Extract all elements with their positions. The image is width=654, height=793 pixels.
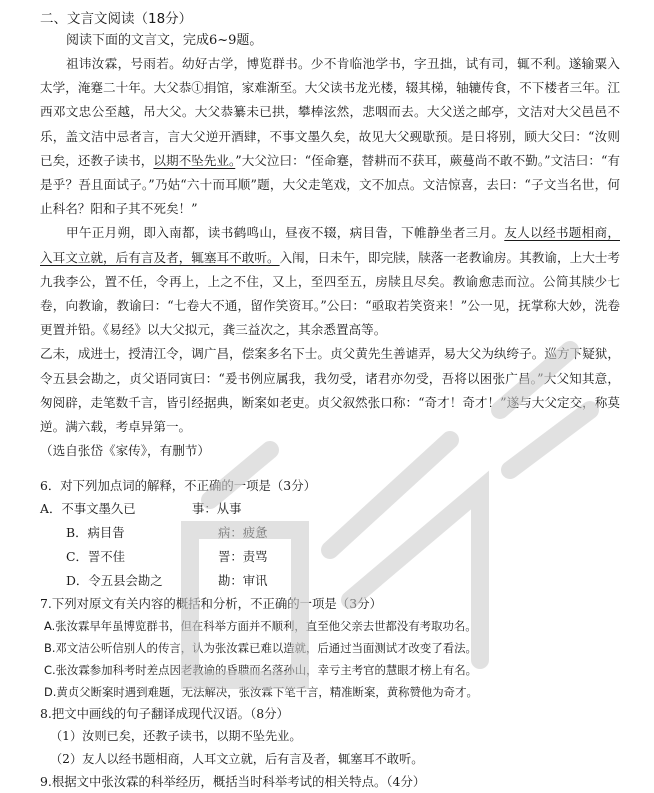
question-7: [40, 593, 620, 703]
question-8-item-1: （1）汝则已矣，还教子读书，以期不坠先业。: [50, 729, 302, 744]
passage-paragraph-1: [40, 52, 620, 221]
option-gloss: 病：疲惫: [218, 525, 268, 541]
passage-p1-tail: ”大父泣曰：“侄命蹇，替耕而不获耳，蕨蔓尚不敢不勤。”文洁曰：“有是乎？吾且面试子。”乃姑“六十而耳顺”题，大父走笔戏，文不加点。文洁惊喜，去曰：“子文当名世，何止科名？阳和子其不死矣！”: [40, 152, 620, 217]
option-text: A．不事文墨久已: [40, 501, 136, 517]
passage-p2-text: 甲午正月朔，即入南都，读书鹤鸣山，昼夜不辍，病目眚，下帷静坐者三月。: [66, 225, 505, 241]
option-text: D．令五县会勘之: [66, 573, 163, 589]
underlined-sentence-1: 以期不坠先业。: [153, 152, 236, 168]
section-intro: 阅读下面的文言文，完成6~9题。: [66, 33, 263, 48]
question-6-option-c: [40, 545, 620, 569]
question-6-option-b: [40, 521, 620, 545]
passage-p1-text: 祖讳汝霖，号雨若。幼好古学，博览群书。少不肯临池学书，字丑拙，试有司，辄不利。遂输粟入太学，淹蹇二十年。大父恭①捐馆，家难渐至。大父读书龙光楼，辍其梯，轴辘传食，不下楼者三年。江西邓文忠公至越，吊大父。大父恭纂未已拱，攀棒泫然，悲咽而去。大父送之邮亭，文洁对大父邑邑不乐，盖文洁中忌者言，言大父逆开酒肆，不事文墨久矣，故见大父觋歇预。是日将别，顾大父曰：“汝则已矣，还教子读书，: [40, 56, 620, 168]
question-8-stem: 8.把文中画线的句子翻译成现代汉语。（8分）: [40, 706, 289, 722]
question-6: [40, 475, 620, 593]
passage-p2-tail: 入闱，日未午，即完牍，牍落一老教谕房。其教谕，上大士考九我李公，置不任，令再上，上之不住，又上，至四至五，房牍且尽矣。教谕愈恚而泣。公简其牍少七卷，向教谕，教谕曰：“七卷大不通，留作笑资耳。”公曰：“亟取若笑资来！”公一见，抚掌称大妙，洗卷更置并铅。《易经》以大父拟元，龚三益次之，其余悉置高等。: [40, 249, 621, 338]
question-6-stem: 6．对下列加点词的解释，不正确的一项是（3分）: [40, 478, 316, 494]
passage-paragraph-3: 乙未，成进士，授清江令，调广昌，偿案多名下士。贞父黄先生善谑弄，易大父为纨绔子。巡方下疑狱，令五县会勘之，贞父语同寅曰：“爰书例应属我，我勿受，诸君亦勿受，吾将以困张广昌。”大父知其意，匆阅辟，走笔数千言，皆引经据典，断案如老吏。贞父叙然张口称：“奇才！奇才！”遂与大父定交，称莫逆。满六载，考卓异第一。: [40, 346, 620, 435]
underlined-sentence-2: 友人以经书题相商，入耳文立就，后有言及者，辄塞耳不敢听。: [40, 225, 620, 265]
section-heading: 二、文言文阅读（18分）: [40, 11, 193, 27]
question-7-option-c: C.张汝霖参加科考时差点因老教谕的昏聩而名落孙山，幸亏主考官的慧眼才榜上有名。: [44, 663, 478, 678]
passage-paragraph-2: [40, 221, 620, 342]
question-9-stem: 9.根据文中张汝霖的科举经历，概括当时科举考试的相关特点。（4分）: [40, 774, 426, 790]
option-gloss: 勘：审讯: [218, 573, 268, 589]
option-gloss: 詈：责骂: [218, 549, 268, 565]
option-text: B．病目眚: [66, 525, 125, 541]
question-7-stem: 7.下列对原文有关内容的概括和分析，不正确的一项是（3分）: [40, 596, 382, 612]
question-8: [40, 703, 620, 771]
option-gloss: 事：从事: [192, 501, 242, 517]
question-6-option-a: [40, 497, 620, 521]
question-7-option-b: B.邓文洁公听信别人的传言，认为张汝霖已难以造就，后通过当面测试才改变了看法。: [44, 641, 477, 656]
question-7-option-d: D.黄贞父断案时遇到难题，无法解决，张汝霖下笔千言，精准断案，黄称赞他为奇才。: [44, 685, 478, 700]
question-7-option-a: A.张汝霖早年虽博览群书，但在科举方面并不顺利，直至他父亲去世都没有考取功名。: [44, 619, 477, 634]
question-9: [40, 771, 620, 793]
question-6-option-d: [40, 569, 620, 593]
option-text: C．詈不佳: [66, 549, 126, 565]
passage-source: （选自张岱《家传》，有删节）: [40, 443, 211, 459]
question-8-item-2: （2）友人以经书题相商，人耳文立就，后有言及者，辄塞耳不敢听。: [50, 752, 424, 767]
